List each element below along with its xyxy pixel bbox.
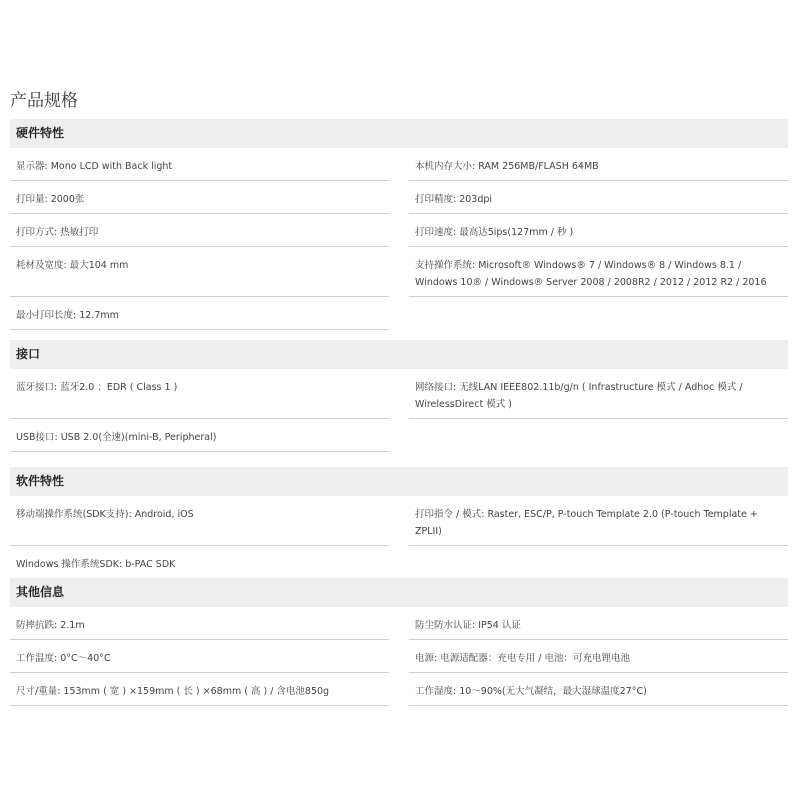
spec-item: 防摔抗跌: 2.1m: [10, 607, 389, 640]
spec-item: 耗材及宽度: 最大104 mm: [10, 247, 389, 297]
spec-grid: [10, 607, 788, 706]
spec-item: 打印方式: 热敏打印: [10, 214, 389, 247]
spec-item: 本机内存大小: RAM 256MB/FLASH 64MB: [409, 148, 788, 181]
spec-item: 显示器: Mono LCD with Back light: [10, 148, 389, 181]
section-interface: [10, 340, 788, 452]
spec-item: 网络接口: 无线LAN IEEE802.11b/g/n ( Infrastructure 模式 / Adhoc 模式 / WirelessDirect 模式 ): [409, 369, 788, 419]
spec-item: USB接口: USB 2.0(全速)(mini-B, Peripheral): [10, 419, 389, 452]
spec-item: 防尘防水认证: IP54 认证: [409, 607, 788, 640]
spec-item: 电源: 电源适配器：充电专用 / 电池：可充电锂电池: [409, 640, 788, 673]
spec-item: 打印精度: 203dpi: [409, 181, 788, 214]
spec-item: 支持操作系统: Microsoft® Windows® 7 / Windows® 8 / Windows 8.1 / Windows 10® / Windows® Server 2008 / 2008R2 / 2012 / 2012 R2 / 2016: [409, 247, 788, 297]
page-title: 产品规格: [10, 91, 78, 111]
spec-item: 最小打印长度: 12.7mm: [10, 297, 389, 330]
section-header: 软件特性: [10, 467, 788, 496]
spec-item: 打印速度: 最高达5ips(127mm / 秒 ): [409, 214, 788, 247]
spec-item-empty: [409, 546, 788, 579]
spec-item: 打印指令 / 模式: Raster, ESC/P, P-touch Template 2.0 (P-touch Template + ZPLII): [409, 496, 788, 546]
spec-grid: [10, 369, 788, 452]
spec-grid: [10, 496, 788, 579]
spec-item: 工作湿度: 10～90%(无大气凝结，最大湿球温度27°C): [409, 673, 788, 706]
section-header: 接口: [10, 340, 788, 369]
spec-item: 尺寸/重量: 153mm ( 宽 ) ×159mm ( 长 ) ×68mm ( 高 ) / 含电池850g: [10, 673, 389, 706]
spec-item-empty: [409, 419, 788, 452]
section-software: [10, 467, 788, 579]
spec-item-empty: [409, 297, 788, 330]
spec-grid: [10, 148, 788, 330]
section-header: 硬件特性: [10, 119, 788, 148]
section-header: 其他信息: [10, 578, 788, 607]
spec-item: 蓝牙接口: 蓝牙2.0 ；EDR ( Class 1 ): [10, 369, 389, 419]
section-hardware: [10, 119, 788, 330]
section-other: [10, 578, 788, 706]
spec-item: 打印量: 2000张: [10, 181, 389, 214]
spec-item: 移动端操作系统(SDK支持): Android, iOS: [10, 496, 389, 546]
spec-item: 工作温度: 0°C～40°C: [10, 640, 389, 673]
spec-item: Windows 操作系统SDK: b-PAC SDK: [10, 546, 389, 579]
